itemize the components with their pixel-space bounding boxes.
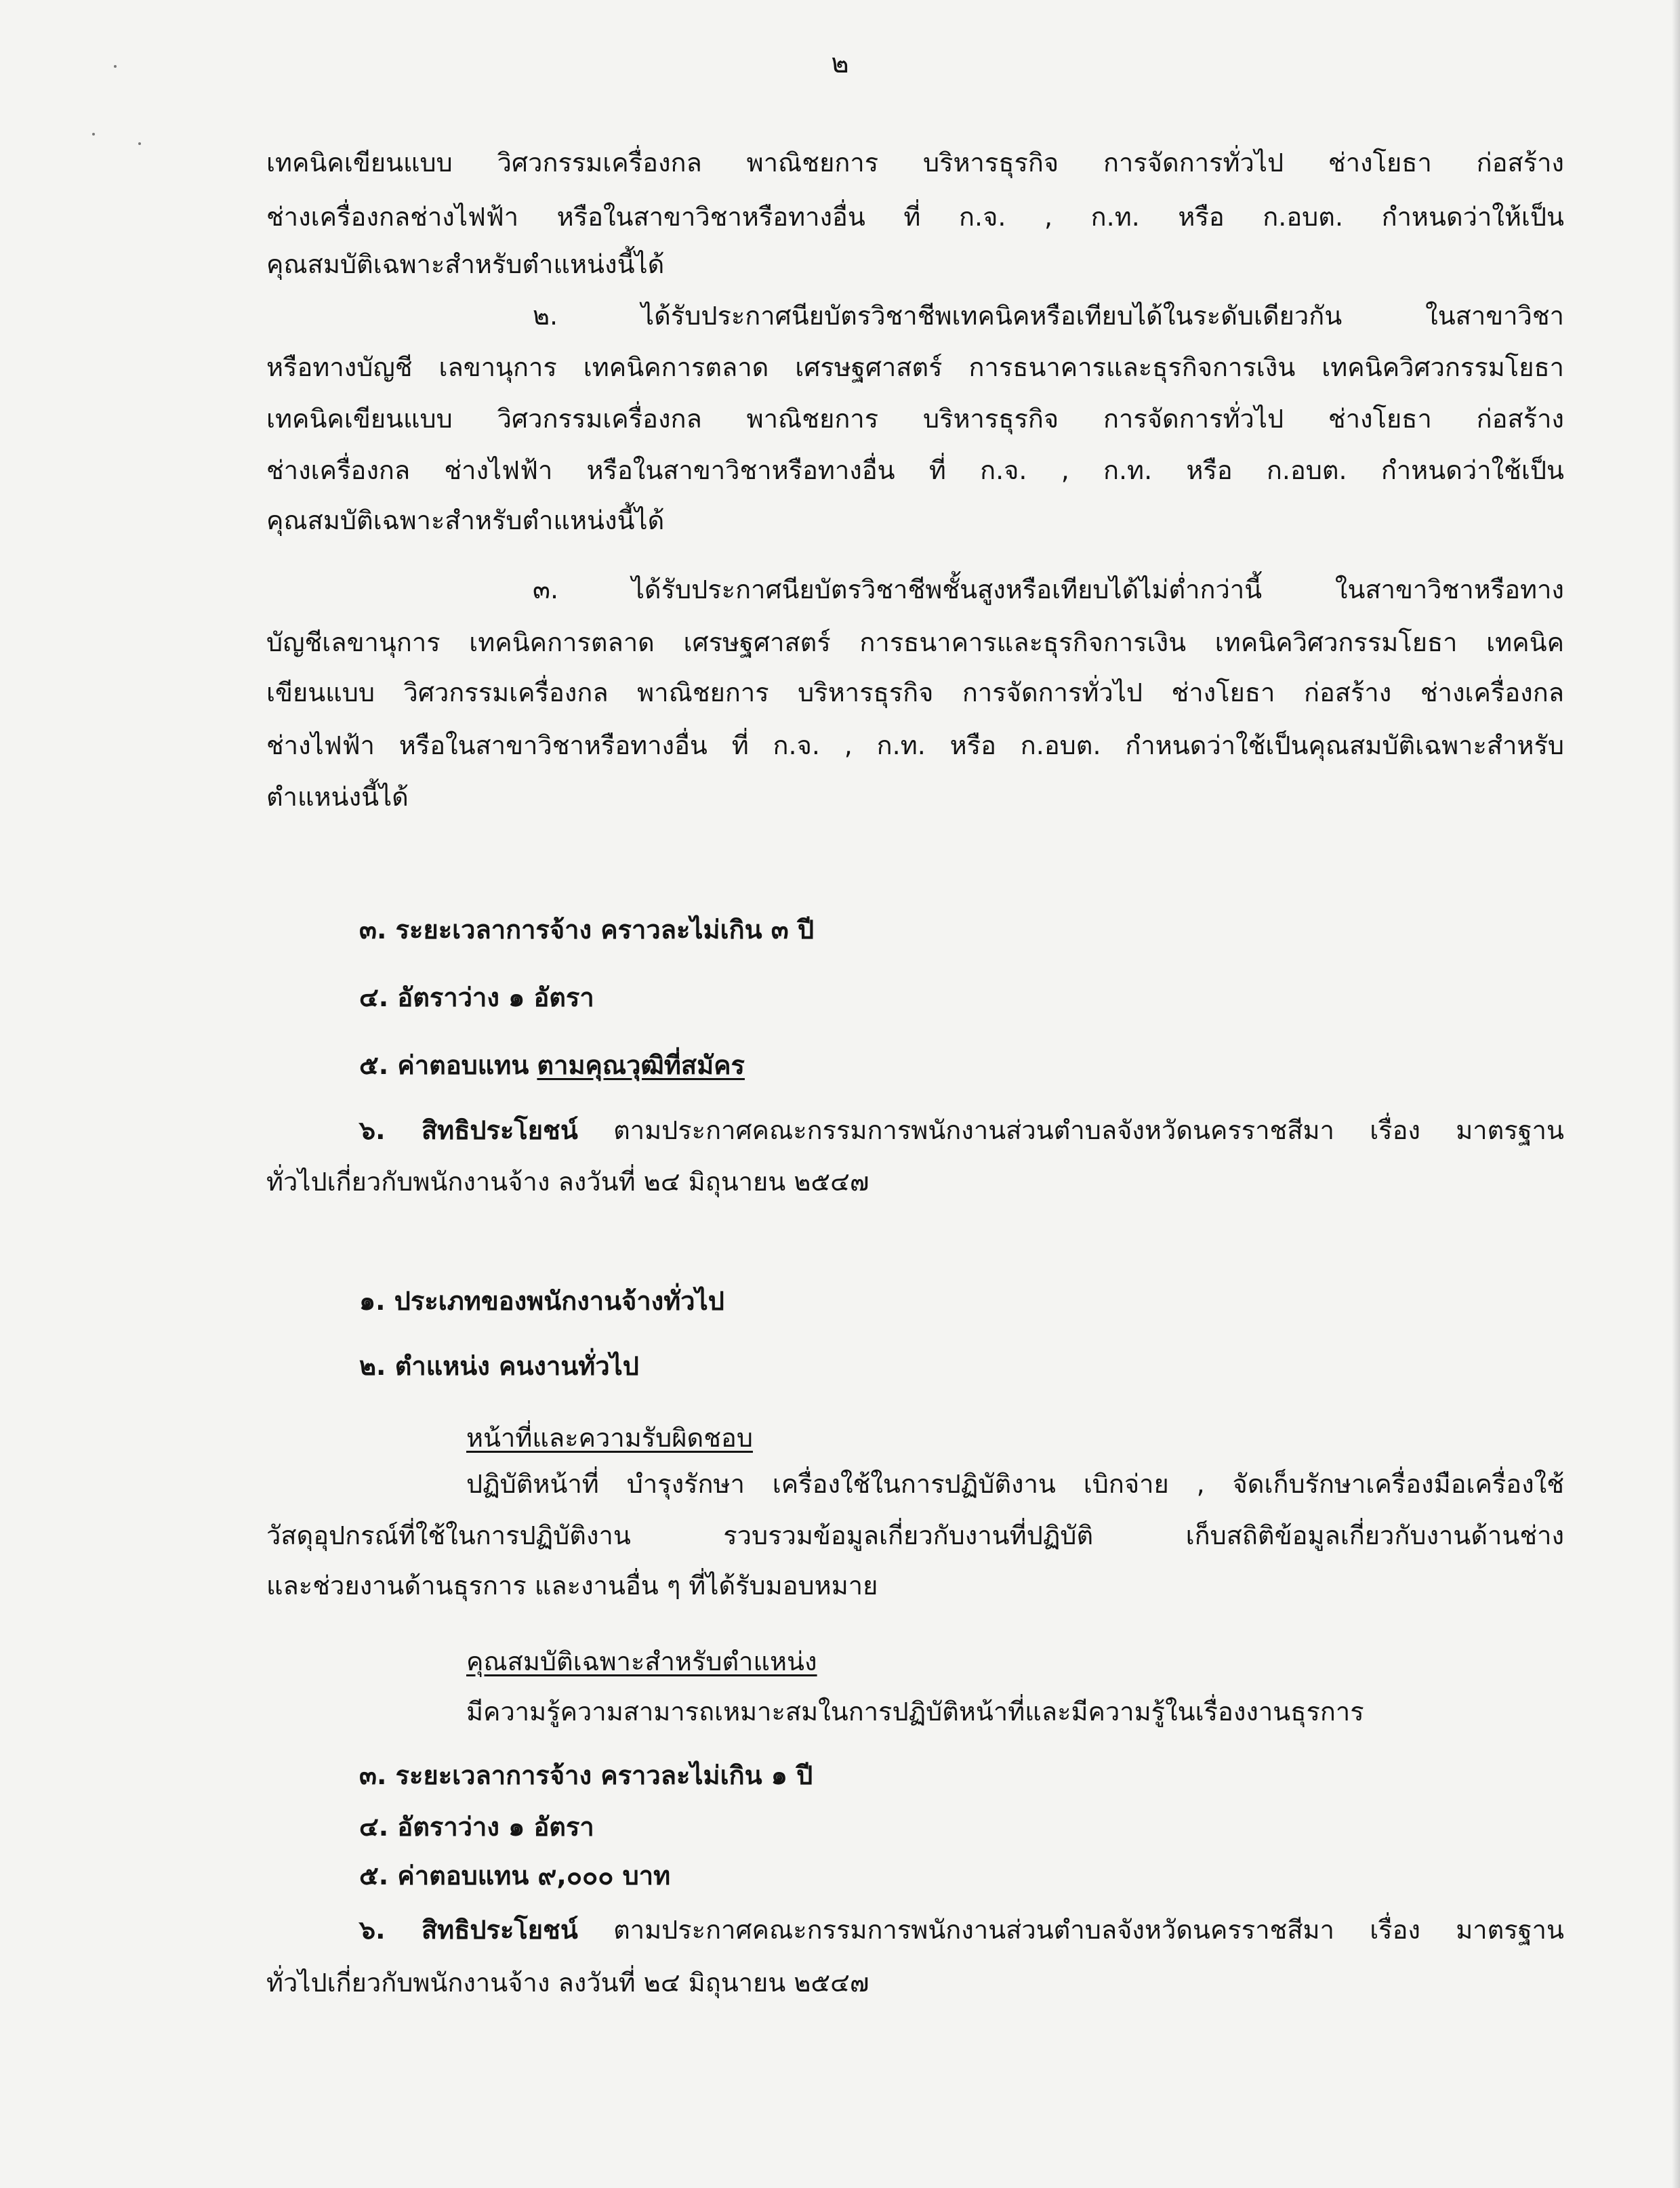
compensation: ๕. ค่าตอบแทน ๙,๐๐๐ บาท bbox=[359, 1861, 671, 1891]
page-number: ๒ bbox=[831, 48, 849, 79]
employment-duration: ๓. ระยะเวลาการจ้าง คราวละไม่เกิน ๓ ปี bbox=[359, 915, 815, 945]
vacancy-count: ๔. อัตราว่าง ๑ อัตรา bbox=[359, 1812, 594, 1842]
qualifications-heading: คุณสมบัติเฉพาะสำหรับตำแหน่ง bbox=[466, 1647, 817, 1676]
paragraph-line: คุณสมบัติเฉพาะสำหรับตำแหน่งนี้ได้ bbox=[266, 249, 665, 279]
paragraph-line: หรือทางบัญชี เลขานุการ เทคนิคการตลาด เศรษฐศาสตร์ การธนาคารและธุรกิจการเงิน เทคนิควิศวกรรมโยธา bbox=[266, 352, 1564, 382]
duties-heading: หน้าที่และความรับผิดชอบ bbox=[466, 1423, 753, 1453]
position-title: ๒. ตำแหน่ง คนงานทั่วไป bbox=[359, 1351, 639, 1381]
paragraph-line: ช่างเครื่องกล ช่างไฟฟ้า หรือในสาขาวิชาหรือทางอื่น ที่ ก.จ. , ก.ท. หรือ ก.อบต. กำหนดว่าใช้เป็น bbox=[266, 455, 1564, 485]
benefits-label: ๖. สิทธิประโยชน์ bbox=[359, 1915, 578, 1945]
duties-line: และช่วยงานด้านธุรการ และงานอื่น ๆ ที่ได้รับมอบหมาย bbox=[266, 1571, 878, 1601]
benefits-text: ตามประกาศคณะกรรมการพนักงานส่วนตำบลจังหวัดนครราชสีมา เรื่อง มาตรฐาน bbox=[577, 1115, 1564, 1145]
compensation-value: ตามคุณวุฒิที่สมัคร bbox=[537, 1050, 745, 1080]
paragraph-line: คุณสมบัติเฉพาะสำหรับตำแหน่งนี้ได้ bbox=[266, 505, 665, 535]
paragraph-line: เทคนิคเขียนแบบ วิศวกรรมเครื่องกล พาณิชยการ บริหารธุรกิจ การจัดการทั่วไป ช่างโยธา ก่อสร้าง bbox=[266, 404, 1564, 434]
paragraph-line: เทคนิคเขียนแบบ วิศวกรรมเครื่องกล พาณิชยการ บริหารธุรกิจ การจัดการทั่วไป ช่างโยธา ก่อสร้าง bbox=[266, 148, 1564, 178]
benefits-text: ตามประกาศคณะกรรมการพนักงานส่วนตำบลจังหวัดนครราชสีมา เรื่อง มาตรฐาน bbox=[577, 1915, 1564, 1945]
duties-line: ปฏิบัติหน้าที่ บำรุงรักษา เครื่องใช้ในการปฏิบัติงาน เบิกจ่าย , จัดเก็บรักษาเครื่องมือเครื่องใช้ bbox=[466, 1469, 1564, 1499]
vacancy-count: ๔. อัตราว่าง ๑ อัตรา bbox=[359, 983, 594, 1012]
paragraph-line: ช่างเครื่องกลช่างไฟฟ้า หรือในสาขาวิชาหรือทางอื่น ที่ ก.จ. , ก.ท. หรือ ก.อบต. กำหนดว่าให้เป็น bbox=[266, 202, 1564, 232]
employee-type: ๑. ประเภทของพนักงานจ้างทั่วไป bbox=[359, 1286, 724, 1316]
benefits-line2: ทั่วไปเกี่ยวกับพนักงานจ้าง ลงวันที่ ๒๔ มิถุนายน ๒๕๔๗ bbox=[266, 1968, 869, 1998]
paragraph-line: ๒. ได้รับประกาศนียบัตรวิชาชีพเทคนิคหรือเทียบได้ในระดับเดียวกัน ในสาขาวิชา bbox=[533, 301, 1564, 331]
benefits bbox=[359, 1912, 1564, 1947]
benefits-line2: ทั่วไปเกี่ยวกับพนักงานจ้าง ลงวันที่ ๒๔ มิถุนายน ๒๕๔๗ bbox=[266, 1167, 869, 1197]
benefits-label: ๖. สิทธิประโยชน์ bbox=[359, 1115, 578, 1145]
employment-duration: ๓. ระยะเวลาการจ้าง คราวละไม่เกิน ๑ ปี bbox=[359, 1760, 813, 1790]
paragraph-line: ๓. ได้รับประกาศนียบัตรวิชาชีพชั้นสูงหรือเทียบได้ไม่ต่ำกว่านี้ ในสาขาวิชาหรือทาง bbox=[533, 575, 1564, 604]
paragraph-line: บัญชีเลขานุการ เทคนิคการตลาด เศรษฐศาสตร์ การธนาคารและธุรกิจการเงิน เทคนิควิศวกรรมโยธา เทคนิค bbox=[266, 627, 1564, 657]
qualifications-text: มีความรู้ความสามารถเหมาะสมในการปฏิบัติหน้าที่และมีความรู้ในเรื่องงานธุรการ bbox=[466, 1697, 1364, 1727]
benefits bbox=[359, 1113, 1564, 1148]
scan-edge-shadow bbox=[1672, 0, 1680, 2188]
scan-speck bbox=[92, 133, 95, 136]
scan-speck bbox=[138, 142, 141, 145]
duties-line: วัสดุอุปกรณ์ที่ใช้ในการปฏิบัติงาน รวบรวมข้อมูลเกี่ยวกับงานที่ปฏิบัติ เก็บสถิติข้อมูลเกี่ยวกับงานด้านช่าง bbox=[266, 1521, 1564, 1550]
paragraph-line: ตำแหน่งนี้ได้ bbox=[266, 782, 409, 812]
paragraph-line: ช่างไฟฟ้า หรือในสาขาวิชาหรือทางอื่น ที่ ก.จ. , ก.ท. หรือ ก.อบต. กำหนดว่าใช้เป็นคุณสมบัติเฉพาะสำหรับ bbox=[266, 730, 1564, 760]
paragraph-line: เขียนแบบ วิศวกรรมเครื่องกล พาณิชยการ บริหารธุรกิจ การจัดการทั่วไป ช่างโยธา ก่อสร้าง ช่างเครื่องกล bbox=[266, 678, 1564, 707]
compensation bbox=[359, 1048, 745, 1083]
compensation-label: ๕. ค่าตอบแทน bbox=[359, 1050, 529, 1080]
